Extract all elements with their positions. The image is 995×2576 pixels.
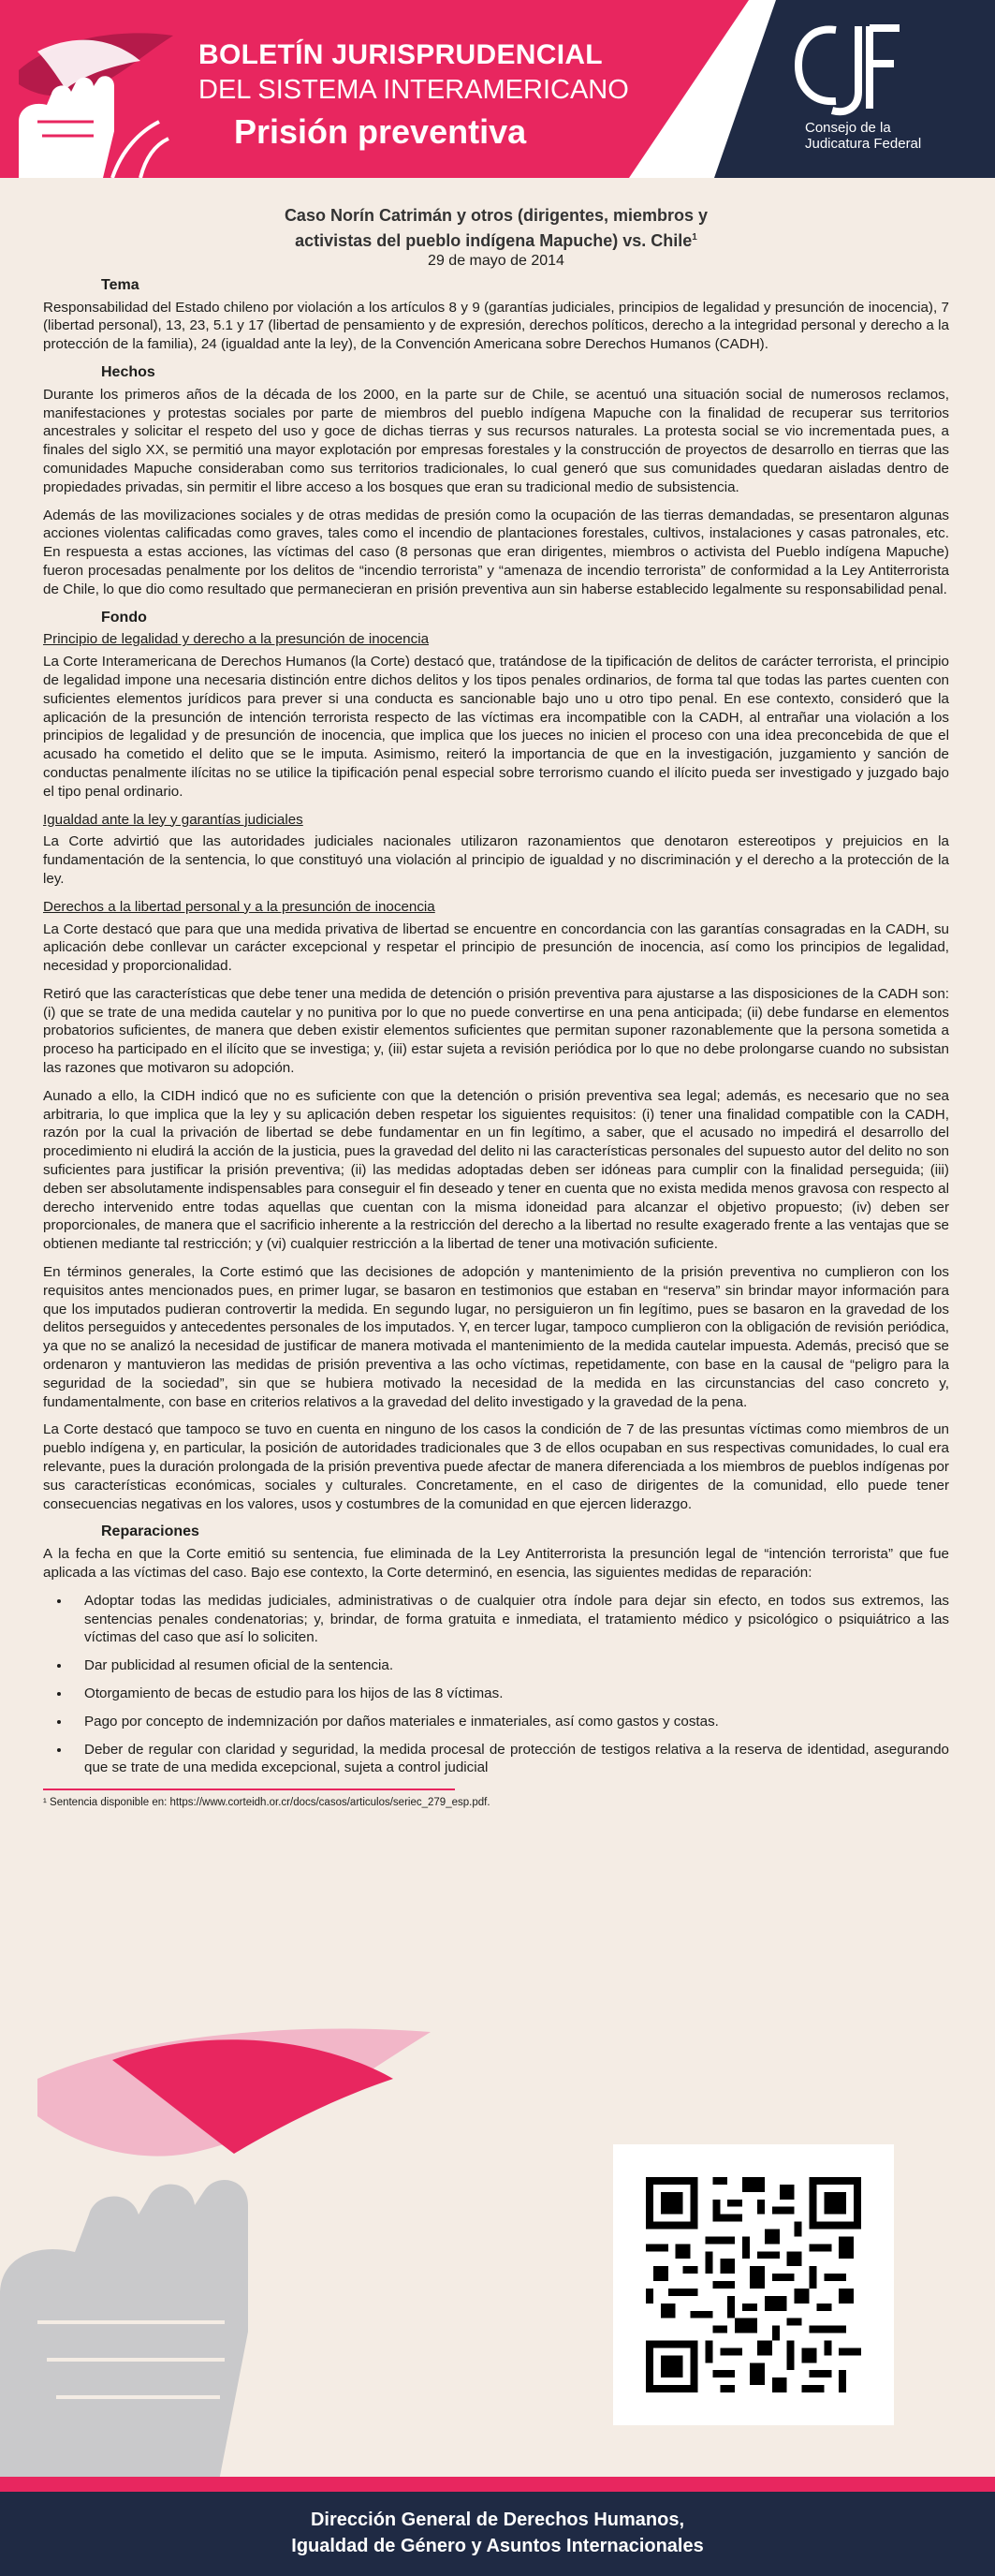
section-heading-hechos: Hechos	[101, 363, 155, 380]
qr-code-frame[interactable]	[613, 2144, 894, 2425]
case-title: Caso Norín Catrimán y otros (dirigentes, miembros y activistas del pueblo indígena Mapuche) vs. Chile$^1$	[284, 206, 709, 250]
list-item: • Pago por concepto de indemnización por daños materiales e inmateriales, así como gastos y costas.	[71, 1713, 949, 1731]
section-heading-reparaciones: Reparaciones	[101, 1524, 199, 1540]
bulletin-title: BOLETÍN JURISPRUDENCIAL	[198, 39, 603, 70]
footnote-divider	[43, 1788, 455, 1790]
subheading-igualdad: Igualdad ante la ley y garantías judiciales	[43, 811, 303, 828]
fondo-igualdad-paragraph: La Corte advirtió que las autoridades judiciales nacionales utilizaron razonamientos que denotaron estereotipos y prejuicios en la fundamentación de la sentencia, lo que constituyó una violación al principio de igualdad y no discriminación y el derecho a la protección de la ley.	[43, 833, 949, 887]
fondo-libertad-paragraph-5: La Corte destacó que tampoco se tuvo en cuenta en ninguno de los casos la condición de 7 de las presuntas víctimas como miembros de un pueblo indígena y, en particular, la posición de autoridades tradicionales que 3 de ellos ocupaban en sus respectivas comunidades, lo cual era relevante, pues la duración prolongada de la prisión preventiva puede afectar de manera diferenciada a los miembros de pueblos indígenas por sus características económicas, sociales y culturales. Concretamente, en el caso de dirigentes de la comunidad, ello puede tener consecuencias negativas en los valores, usos y costumbres de la comunidad en que ejercen liderazgo.	[43, 1421, 949, 1512]
reparaciones-list	[43, 1592, 949, 1777]
hechos-paragraph-1: Durante los primeros años de la década de los 2000, en la parte sur de Chile, se acentuó una situación social de numerosos reclamos, manifestaciones y protestas sociales por parte de miembros del pueblo indígena Mapuche con la finalidad de recuperar sus territorios ancestrales y solicitar el respeto del uso y goce de dichas tierras y sus recursos naturales. La protesta social se vio incrementada pues, a finales del siglo XX, se permitió una mayor explotación por empresas forestales y la construcción de proyectos de desarrollo en tierras que las comunidades Mapuche consideraban como sus territorios tradicionales, lo cual generó que sus comunidades quedaran aisladas dentro de propiedades privadas, sin permitir el libre acceso a los bosques que eran su tradicional medio de subsistencia.	[43, 386, 949, 495]
bulletin-subtitle: DEL SISTEMA INTERAMERICANO	[198, 75, 629, 105]
raised-fist-dove-illustration-icon	[0, 2023, 580, 2500]
qr-code-icon[interactable]	[646, 2177, 861, 2392]
section-heading-tema: Tema	[101, 276, 139, 293]
subheading-legalidad: Principio de legalidad y derecho a la presunción de inocencia	[43, 631, 430, 648]
fondo-libertad-paragraph-3: Aunado a ello, la CIDH indicó que no es suficiente con que la detención o prisión preventiva sea legal; además, es necesario que no sea arbitraria, lo que implica que la ley y su aplicación deben respetar los siguientes requisitos: (i) tener una finalidad compatible con la CADH, razón por la cual la privación de libertad se debe fundamentar en un fin legítimo, a saber, que el acusado no impedirá el desarrollo del procedimiento ni eludirá la acción de la justicia, pues la gravedad del delito ni las características personales del supuesto autor del delito no son suficientes para justificar la prisión preventiva; (ii) las medidas adoptadas deben ser idóneas para cumplir con la finalidad perseguida; (iii) deben ser absolutamente indispensables para conseguir el fin deseado y tener en cuenta que no exista medida menos gravosa con respecto al derecho intervenido entre todas aquellas que cuentan con la misma idoneidad para alcanzar el objetivo propuesto; (iv) deben ser proporcionales, de manera que el sacrificio inherente a la restricción del derecho a la libertad no resulte exagerado frente a las ventajas que se obtienen mediante tal restricción; y (vi) cualquier restricción a la libertad de tener una motivación suficiente.	[43, 1087, 949, 1253]
bulletin-topic: Prisión preventiva	[234, 112, 527, 151]
fondo-libertad-paragraph-2: Retiró que las características que debe tener una medida de detención o prisión preventiva para ajustarse a las disposiciones de la CADH son: (i) que se trate de una medida cautelar y no punitiva por lo que no puede convertirse en una pena anticipada; (ii) debe fundarse en elementos probatorios suficientes, de manera que deben existir elementos suficientes que permitan suponer razonablemente que la persona sometida a proceso ha participado en el ilícito que se investiga; y, (iii) estar sujeta a revisión periódica por lo que no debe prolongarse cuando no subsistan las razones que motivaron su adopción.	[43, 985, 949, 1077]
footnote: ¹ Sentencia disponible en: https://www.corteidh.or.cr/docs/casos/articulos/seriec_279_esp.pdf.	[43, 1797, 490, 1809]
footer-text: Dirección General de Derechos Humanos, Igualdad de Género y Asuntos Internacionales	[291, 2510, 704, 2556]
footer-banner	[0, 2477, 995, 2576]
fondo-libertad-paragraph-4: En términos generales, la Corte estimó que las decisiones de adopción y mantenimiento de la prisión preventiva no cumplieron con los requisitos antes mencionados pues, en primer lugar, se basaron en testimonios que estaban en “reserva” sin brindar mayor información para que los imputados pudieran controvertir la medida. En segundo lugar, no persiguieron un fin legítimo, pues se basaron en la gravedad de los delitos perseguidos y antecedentes personales de los imputados. Y, en tercer lugar, tampoco cumplieron con la obligación de revisión periódica, ya que no se analizó la necesidad de justificar de manera motivada el mantenimiento de la medida cautelar impuesta. Además, precisó que se ordenaron y mantuvieron las medidas de prisión preventiva a las ocho víctimas, repetidamente, con base en la causal de “peligro para la seguridad de la sociedad”, sin que se hubiera motivado la necesidad de la medida en las circunstancias del caso concreto y, fundamentalmente, con base en criterios relativos a la gravedad del delito investigado y la gravedad de la pena.	[43, 1264, 949, 1410]
fondo-legalidad-paragraph: La Corte Interamericana de Derechos Humanos (la Corte) destacó que, tratándose de la tipificación de delitos de carácter terrorista, el principio de legalidad impone una necesaria distinción entre dichos delitos y los tipos penales ordinarios, de forma tal que todas las partes cuenten con suficientes elementos jurídicos para prever si una conducta es sancionable bajo uno u otro tipo penal. En ese contexto, consideró que la aplicación de la presunción de intención terrorista respecto de las víctimas era incompatible con la CADH, al entrañar una violación a los principios de legalidad y de presunción de inocencia, que implica que los jueces no inicien el proceso con una idea preconcebida de que el acusado ha cometido el delito que se le imputa. Asimismo, reiteró la importancia de que en la investigación, juzgamiento y sanción de conductas penalmente ilícitas no se utilice la tipificación penal especial sobre terrorismo cuando el ilícito pueda ser investigado y juzgado bajo el tipo penal ordinario.	[43, 654, 949, 800]
bulletin-body	[43, 204, 949, 1809]
raised-fist-dove-emblem-icon	[0, 19, 187, 178]
footer-pink-stripe	[0, 2477, 995, 2492]
header-banner	[0, 0, 995, 178]
section-heading-fondo: Fondo	[101, 609, 147, 626]
tema-paragraph: Responsabilidad del Estado chileno por violación a los artículos 8 y 9 (garantías judiciales, principios de legalidad y presunción de inocencia), 7 (libertad personal), 13, 23, 5.1 y 17 (libertad de pensamiento y de expresión, derechos políticos, derecho a la integridad personal y derecho a la protección de la familia), 24 (igualdad ante la ley), de la Convención Americana sobre Derechos Humanos (CADH).	[43, 299, 949, 353]
list-item: • Adoptar todas las medidas judiciales, administrativas o de cualquier otra índole para dejar sin efecto, en todos sus extremos, las sentencias penales condenatorias; y, brindar, de forma gratuita e inmediata, el tratamiento médico y psicológico o psiquiátrico a las víctimas del caso que así lo soliciten.	[71, 1592, 949, 1647]
subheading-libertad: Derechos a la libertad personal y a la presunción de inocencia	[43, 898, 435, 915]
fondo-libertad-paragraph-1: La Corte destacó que para que una medida privativa de libertad se encuentre en concordancia con las garantías consagradas en la CADH, su aplicación debe conllevar un carácter excepcional y respetar el principio de presunción de inocencia, así como los principios de legalidad, necesidad y proporcionalidad.	[43, 920, 949, 975]
list-item: • Deber de regular con claridad y seguridad, la medida procesal de protección de testigos relativa a la reserva de identidad, asegurando que se trate de una medida excepcional, sujeta a control judicial	[71, 1741, 949, 1778]
cjf-logo-caption: Consejo de la Judicatura Federal	[805, 120, 922, 152]
list-item: • Otorgamiento de becas de estudio para los hijos de las 8 víctimas.	[71, 1685, 949, 1703]
case-date: 29 de mayo de 2014	[428, 253, 564, 269]
cjf-logo-icon	[791, 17, 903, 120]
hechos-paragraph-2: Además de las movilizaciones sociales y de otras medidas de presión como la ocupación de las tierras demandadas, se presentaron algunas acciones violentas calificadas como graves, tales como el incendio de plantaciones forestales, cultivos, instalaciones y casas patronales, etc. En respuesta a estas acciones, las víctimas del caso (8 personas que eran dirigentes, miembros o activista del Pueblo indígena Mapuche) fueron procesadas penalmente por los delitos de “incendio terrorista” y “amenaza de incendio terrorista” de conformidad a la Ley Antiterrorista de Chile, lo que dio como resultado que permanecieran en prisión preventiva aun sin haberse establecido legalmente su responsabilidad penal.	[43, 507, 949, 597]
reparaciones-intro: A la fecha en que la Corte emitió su sentencia, fue eliminada de la Ley Antiterrorista la presunción legal de “intención terrorista” que fue aplicada a las víctimas del caso. Bajo ese contexto, la Corte determinó, en esencia, las siguientes medidas de reparación:	[43, 1546, 949, 1581]
list-item: • Dar publicidad al resumen oficial de la sentencia.	[71, 1656, 949, 1675]
